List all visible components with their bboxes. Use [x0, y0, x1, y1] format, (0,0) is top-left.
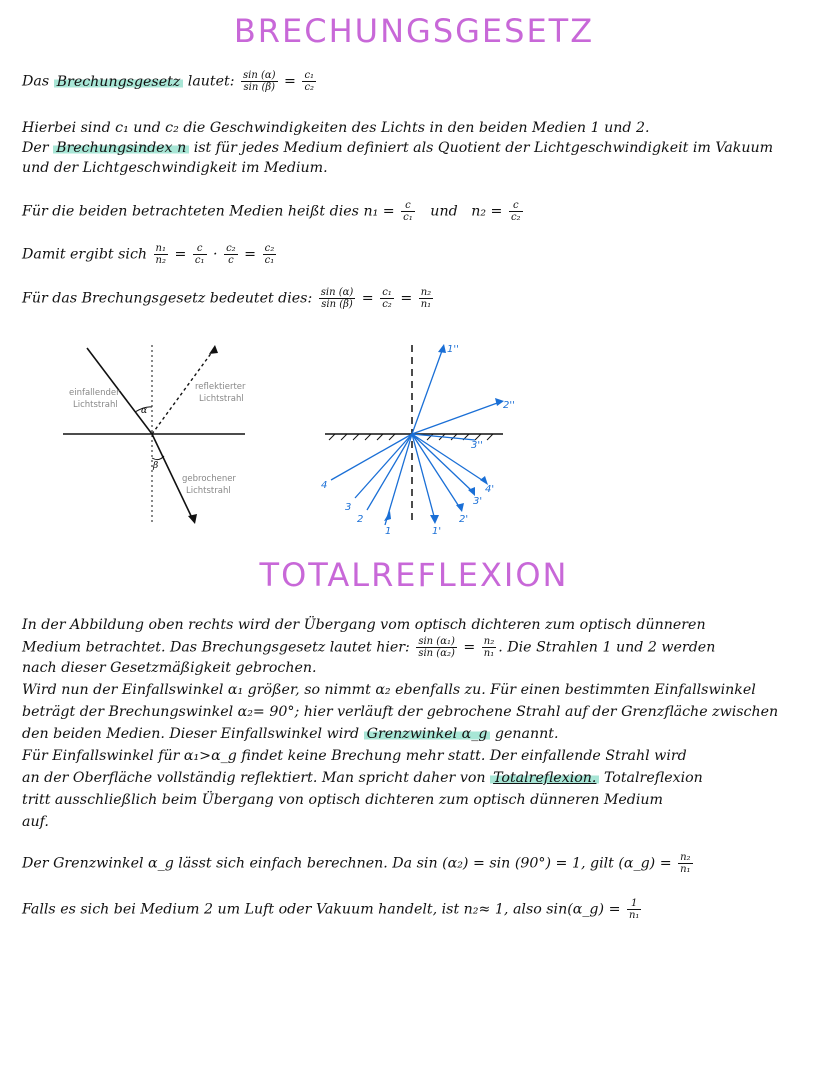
text: Der — [22, 140, 54, 156]
ray-label: 1 — [385, 526, 392, 535]
highlight-brechungsgesetz: Brechungsgesetz — [54, 74, 184, 90]
fraction: $\frac{\text{c₁}}{\text{c₂}}$ — [382, 287, 392, 310]
reflected-label-2: Lichtstrahl — [199, 394, 244, 404]
text: Medium betrachtet. Das Brechungsgesetz lautet hier: — [22, 639, 415, 656]
text: Für das Brechungsgesetz bedeutet dies: — [22, 290, 317, 307]
text-line: beträgt der Brechungswinkel α₂= 90°; hier verläuft der gebrochene Strahl auf der Grenzfläche zwischen — [22, 704, 779, 720]
fraction: $\frac{1}{\text{n₁}}$ — [628, 898, 640, 921]
text: Totalreflexion — [599, 770, 703, 786]
text: = — [239, 246, 261, 263]
text: Der Grenzwinkel α_g lässt sich einfach berechnen. Da sin (α₂) = sin (90°) = 1, gilt (α_g) = — [22, 855, 677, 872]
refracted-label: gebrochener — [182, 474, 236, 484]
text: = — [279, 73, 301, 90]
text: Das — [22, 73, 54, 90]
text: den beiden Medien. Dieser Einfallswinkel wird — [22, 726, 364, 742]
text-line: tritt ausschließlich beim Übergang von optisch dichteren zum optisch dünneren Medium — [22, 792, 663, 808]
text-line — [22, 724, 822, 744]
text-line: Wird nun der Einfallswinkel α₁ größer, so nimmt α₂ ebenfalls zu. Für einen bestimmten Einfallswinkel — [22, 682, 756, 698]
ray-label: 2'' — [503, 400, 515, 411]
refraction-diagram — [55, 340, 255, 530]
fraction: $\frac{\text{n₂}}{\text{n₁}}$ — [483, 636, 495, 659]
text: . Die Strahlen 1 und 2 werden — [498, 639, 716, 656]
fraction: $\frac{\text{c₁}}{\text{c₂}}$ — [304, 70, 315, 93]
section-title: TOTALREFLEXION — [259, 556, 569, 594]
fraction: $\frac{\text{n₂}}{\text{n₁}}$ — [680, 852, 691, 875]
vacuum-case — [22, 898, 822, 921]
ray-label: 1' — [432, 526, 442, 535]
text: ist für jedes Medium definiert als Quotient der Lichtgeschwindigkeit im Vakuum — [189, 140, 774, 156]
ray-label: 4 — [321, 480, 328, 491]
text: lautet: — [183, 73, 240, 90]
fraction: $\frac{c}{\text{c₁}}$ — [194, 243, 205, 266]
text: = — [170, 246, 191, 263]
text: Für die beiden betrachteten Medien heißt dies — [22, 203, 364, 220]
fraction: $\frac{c}{\text{c₂}}$ — [510, 200, 521, 223]
arrow-head — [209, 345, 218, 354]
ray-label: 4' — [485, 484, 495, 495]
text: Falls es sich bei Medium 2 um Luft oder Vakuum handelt, ist n₂≈ 1, also sin(α_g) = — [22, 901, 625, 918]
text-line: In der Abbildung oben rechts wird der Übergang vom optisch dichteren zum optisch dünneren — [22, 617, 706, 633]
fraction: $\frac{\sin (\alpha)}{\sin (\beta)}$ — [243, 70, 276, 93]
text: genannt. — [490, 726, 559, 742]
text: und — [416, 203, 472, 220]
arrow-head — [188, 514, 197, 524]
text-line — [22, 768, 822, 788]
text: · — [208, 246, 223, 263]
fraction: $\frac{\text{c₂}}{\text{c₁}}$ — [264, 243, 275, 266]
fraction: $\frac{\sin (\alpha)}{\sin (\beta)}$ — [320, 287, 354, 310]
critical-angle-formula — [22, 852, 822, 875]
text-line: auf. — [22, 814, 49, 830]
ratio-derivation — [22, 243, 822, 266]
text-line — [22, 138, 822, 158]
text: n₁ = — [363, 203, 400, 220]
index-definition — [22, 200, 822, 223]
highlight-brechungsindex: Brechungsindex n — [53, 140, 189, 156]
fraction: $\frac{c}{\text{c₁}}$ — [403, 200, 413, 223]
refracted-label-2: Lichtstrahl — [186, 486, 231, 496]
total-reflection-diagram — [315, 340, 515, 535]
text: Damit ergibt sich — [22, 246, 152, 263]
text: n₂ = — [471, 203, 507, 220]
page-title: BRECHUNGSGESETZ — [233, 12, 595, 50]
text: = — [458, 639, 480, 656]
incident-label: einfallender — [69, 388, 120, 398]
law-consequence — [22, 287, 822, 310]
alpha-label: α — [141, 406, 148, 416]
highlight-grenzwinkel: Grenzwinkel α_g — [364, 726, 491, 742]
ray-label: 3 — [345, 502, 352, 513]
text-line: Hierbei sind c₁ und c₂ die Geschwindigkeiten des Lichts in den beiden Medien 1 und 2. — [22, 120, 650, 136]
text-line: nach dieser Gesetzmäßigkeit gebrochen. — [22, 660, 317, 676]
text: an der Oberfläche vollständig reflektiert. Man spricht daher von — [22, 770, 491, 786]
fraction: $\frac{\text{n₂}}{\text{n₁}}$ — [420, 287, 432, 310]
reflected-label: reflektierter — [195, 382, 246, 392]
fraction: $\frac{\text{n₁}}{\text{n₂}}$ — [155, 243, 166, 266]
ray-label: 2' — [459, 514, 469, 525]
incident-label-2: Lichtstrahl — [73, 400, 118, 410]
highlight-totalreflexion: Totalreflexion. — [490, 770, 599, 786]
law-statement — [22, 70, 822, 93]
fraction: $\frac{\text{sin (α₁)}}{\text{sin (α₂)}}$ — [418, 636, 455, 659]
ray-label: 3' — [473, 496, 483, 507]
text-line: und der Lichtgeschwindigkeit im Medium. — [22, 160, 328, 176]
fraction: $\frac{\text{c₂}}{c}$ — [226, 243, 236, 266]
text-line — [22, 636, 822, 659]
text: = — [357, 290, 379, 307]
ray-label: 1'' — [447, 344, 459, 355]
beta-label: β — [153, 461, 159, 471]
ray-label: 2 — [357, 514, 364, 525]
text-line: Für Einfallswinkel für α₁>α_g findet keine Brechung mehr statt. Der einfallende Strahl wird — [22, 748, 687, 764]
text: = — [395, 290, 417, 307]
ray-label: 3'' — [471, 440, 483, 451]
